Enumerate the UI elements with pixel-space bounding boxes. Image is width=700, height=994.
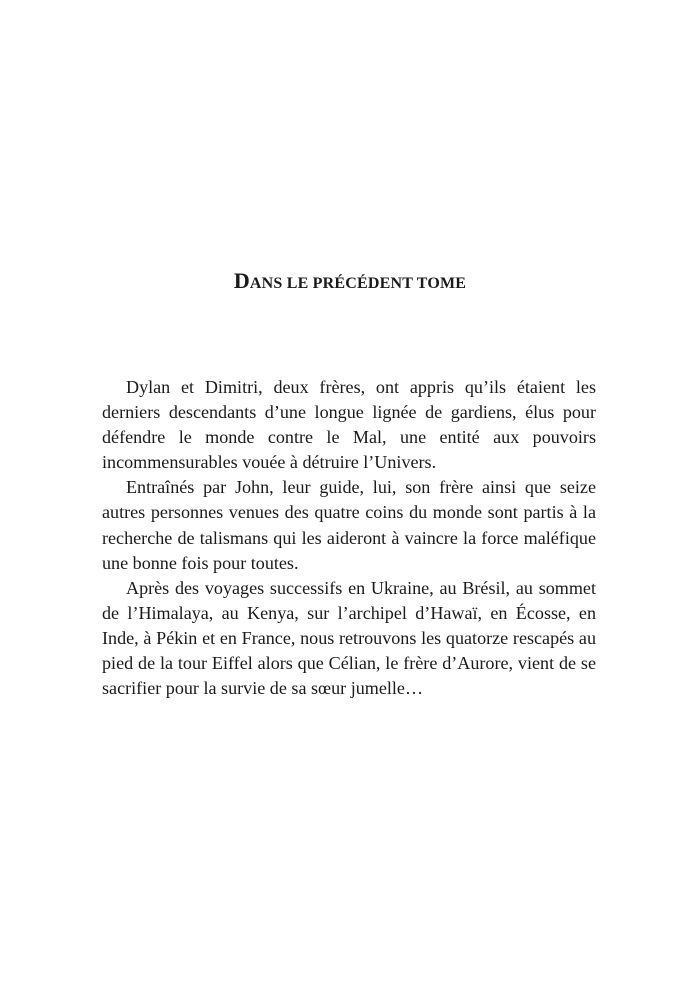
paragraph-3: Après des voyages successifs en Ukraine, au Brésil, au sommet de l’Himalaya, au Kenya, sur l’archipel d’Hawaï, en Écosse, en Inde, à Pékin et en France, nous retrouvons les quatorze rescapés au pied de la tour Eiffel alors que Célian, le frère d’Aurore, vient de se sacrifier pour la survie de sa sœur jumelle… — [102, 577, 596, 699]
paragraph-2: Entraînés par John, leur guide, lui, son frère ainsi que seize autres personnes venues des quatre coins du monde sont partis à la recherche de talismans qui les aideront à vaincre la force maléfique une bonne fois pour toutes. — [102, 477, 596, 573]
page-title — [0, 268, 700, 294]
summary-text — [102, 375, 596, 701]
title-rest: ANS LE PRÉCÉDENT TOME — [249, 275, 467, 292]
paragraph-1: Dylan et Dimitri, deux frères, ont appris qu’ils étaient les derniers descendants d’une longue lignée de gardiens, élus pour défendre le monde contre le Mal, une entité aux pouvoirs incommensurables vouée à détruire l’Univers. — [102, 377, 596, 473]
title-initial: D — [233, 268, 250, 293]
